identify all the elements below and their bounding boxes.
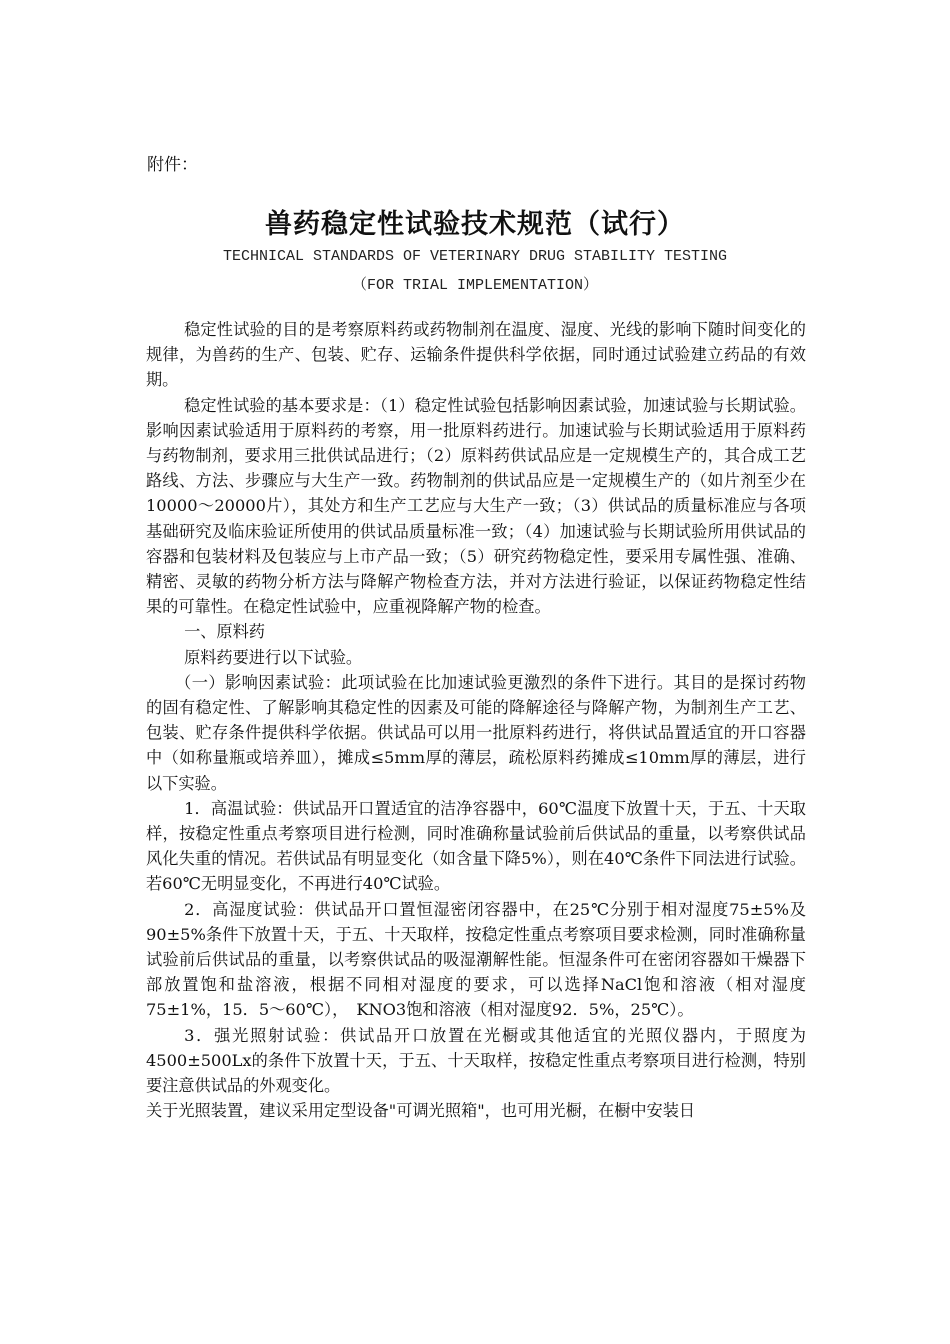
paragraph-high-temperature-test: 1．高温试验：供试品开口置适宜的洁净容器中，60℃温度下放置十天，于五、十天取样，按稳定性重点考察项目进行检测，同时准确称量试验前后供试品的重量，以考察供试品风化失重的情况。若供试品有明显变化（如含量下降5%），则在40℃条件下同法进行试验。若60℃无明显变化，不再进行40℃试验。 bbox=[146, 798, 806, 894]
section-heading-raw-material: 一、原料药 bbox=[184, 622, 265, 642]
paragraph-raw-material-intro: 原料药要进行以下试验。 bbox=[184, 647, 363, 667]
document-title: 兽药稳定性试验技术规范（试行） bbox=[265, 209, 685, 240]
document-body bbox=[146, 317, 806, 1124]
paragraph-high-humidity-test: 2．高湿度试验：供试品开口置恒湿密闭容器中，在25℃分别于相对湿度75±5%及90±5%条件下放置十天，于五、十天取样，按稳定性重点考察项目要求检测，同时准确称量试验前后供试品的重量，以考察供试品的吸湿潮解性能。恒湿条件可在密闭容器如干燥器下部放置饱和盐溶液，根据不同相对湿度的要求，可以选择NaCl饱和溶液（相对湿度75±1%，15．5～60℃）， KNO3饱和溶液（相对湿度92．5%，25℃）。 bbox=[146, 899, 806, 1020]
paragraph-strong-light-test: 3．强光照射试验：供试品开口放置在光橱或其他适宜的光照仪器内，于照度为4500±500Lx的条件下放置十天，于五、十天取样，按稳定性重点考察项目进行检测，特别要注意供试品的外观变化。 bbox=[146, 1025, 806, 1096]
paragraph-basic-requirements: 稳定性试验的基本要求是：（1）稳定性试验包括影响因素试验，加速试验与长期试验。影响因素试验适用于原料药的考察，用一批原料药进行。加速试验与长期试验适用于原料药与药物制剂，要求用三批供试品进行；（2）原料药供试品应是一定规模生产的，其合成工艺路线、方法、步骤应与大生产一致。药物制剂的供试品应是一定规模生产的（如片剂至少在10000～20000片），其处方和生产工艺应与大生产一致；（3）供试品的质量标准应与各项基础研究及临床验证所使用的供试品质量标准一致；（4）加速试验与长期试验所用供试品的容器和包装材料及包装应与上市产品一致；（5）研究药物稳定性，要采用专属性强、准确、精密、灵敏的药物分析方法与降解产物检查方法，并对方法进行验证，以保证药物稳定性结果的可靠性。在稳定性试验中，应重视降解产物的检查。 bbox=[146, 395, 806, 617]
paragraph-influence-factor-test: （一）影响因素试验：此项试验在比加速试验更激烈的条件下进行。其目的是探讨药物的固有稳定性、了解影响其稳定性的因素及可能的降解途径与降解产物，为制剂生产工艺、包装、贮存条件提供科学依据。供试品可以用一批原料药进行，将供试品置适宜的开口容器中（如称量瓶或培养皿），摊成≤5mm厚的薄层，疏松原料药摊成≤10mm厚的薄层，进行以下实验。 bbox=[146, 672, 806, 793]
paragraph-light-device: 关于光照装置，建议采用定型设备"可调光照箱"，也可用光橱，在橱中安装日 bbox=[146, 1101, 696, 1121]
paragraph-purpose: 稳定性试验的目的是考察原料药或药物制剂在温度、湿度、光线的影响下随时间变化的规律，为兽药的生产、包装、贮存、运输条件提供科学依据，同时通过试验建立药品的有效期。 bbox=[146, 320, 806, 390]
english-title-line-2: （FOR TRIAL IMPLEMENTATION） bbox=[351, 277, 599, 294]
english-title-line-1: TECHNICAL STANDARDS OF VETERINARY DRUG STABILITY TESTING bbox=[222, 248, 728, 265]
attachment-label: 附件： bbox=[147, 155, 198, 175]
